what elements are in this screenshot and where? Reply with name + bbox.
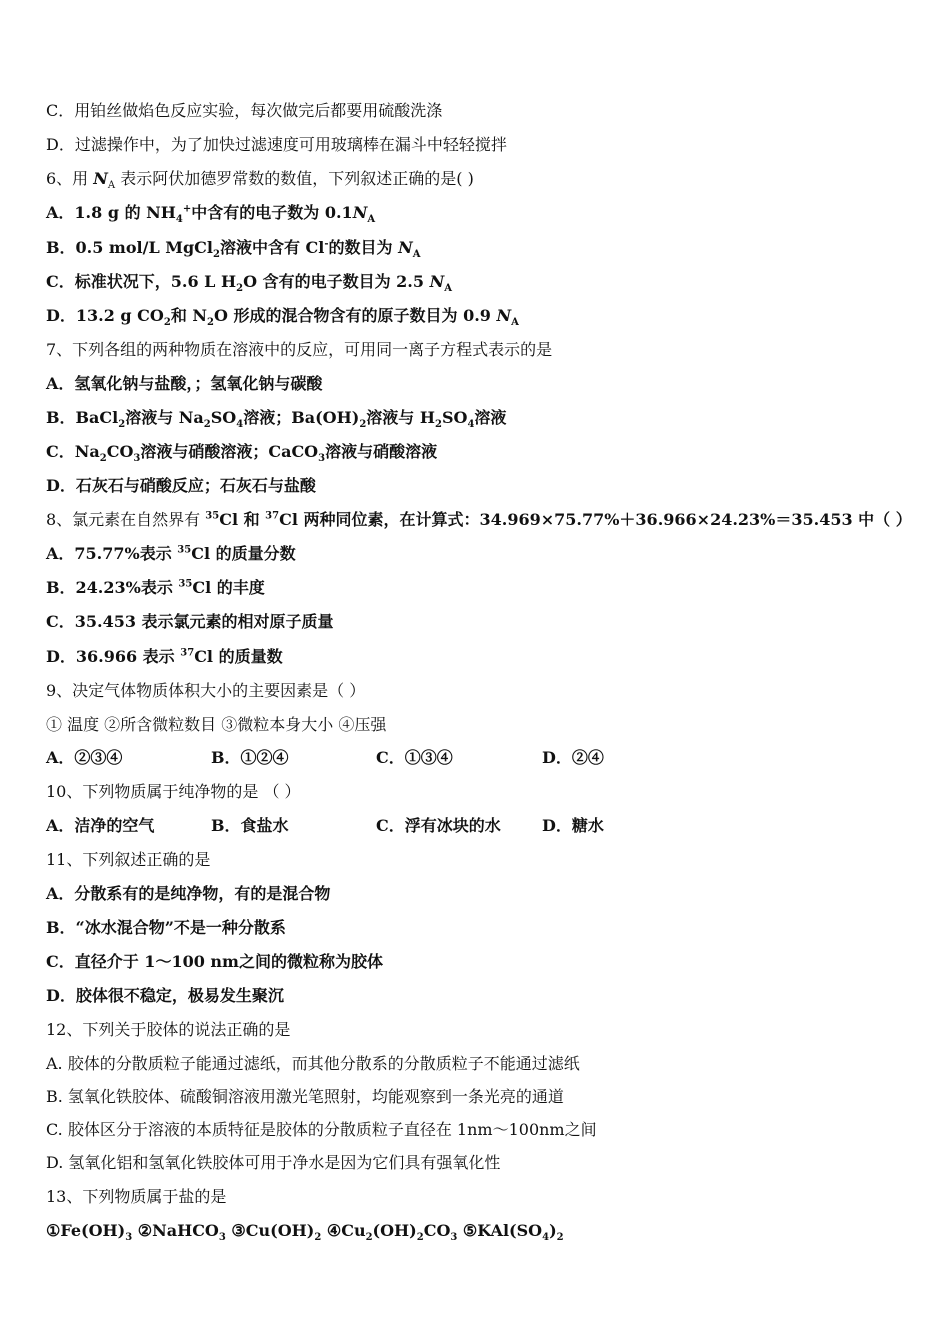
text: C．用铂丝做焰色反应实验，每次做完后都要用硫酸洗涤 bbox=[46, 101, 443, 120]
text: A．氢氧化钠与盐酸，；氢氧化钠与碳酸 bbox=[46, 374, 323, 393]
q8-option-b bbox=[46, 578, 265, 598]
q10-options bbox=[46, 816, 604, 836]
q10-option-c: C．浮有冰块的水 bbox=[376, 816, 501, 835]
subscript: 2 bbox=[163, 317, 171, 329]
text: ① 温度 ②所含微粒数目 ③微粒本身大小 ④压强 bbox=[46, 715, 387, 734]
na-symbol: N bbox=[352, 203, 368, 222]
text: 7、下列各组的两种物质在溶液中的反应，可用同一离子方程式表示的是 bbox=[46, 340, 553, 359]
text: D．36.966 表示 bbox=[46, 647, 181, 666]
text: Cl 两种同位素，在计算式：34.969×75.77%＋36.966×24.23%＝35.453 中（ ） bbox=[279, 510, 912, 529]
mass-number: 37 bbox=[180, 647, 195, 659]
text: B. 氢氧化铁胶体、硫酸铜溶液用激光笔照射，均能观察到一条光亮的通道 bbox=[46, 1087, 564, 1106]
text: 的数目为 bbox=[328, 238, 399, 257]
text: ⑤KAl(SO bbox=[457, 1221, 543, 1240]
mass-number: 35 bbox=[177, 544, 192, 556]
q11-option-d bbox=[46, 986, 284, 1006]
q6-option-b bbox=[46, 238, 421, 261]
text: A. 胶体的分散质粒子能通过滤纸，而其他分散系的分散质粒子不能通过滤纸 bbox=[46, 1054, 580, 1073]
text: SO bbox=[441, 408, 468, 427]
q9-option-a: A．②③④ bbox=[46, 748, 123, 767]
subscript: 2 bbox=[213, 249, 220, 261]
subscript: 4 bbox=[175, 214, 183, 226]
q7-option-b bbox=[46, 408, 507, 431]
text: 溶液 bbox=[474, 408, 507, 427]
text: 中含有的电子数为 0.1 bbox=[191, 203, 353, 222]
text: 表示阿伏加德罗常数的数值，下列叙述正确的是( ) bbox=[120, 169, 474, 188]
text: A．分散系有的是纯净物，有的是混合物 bbox=[46, 884, 331, 903]
question-8 bbox=[46, 510, 912, 530]
question-6 bbox=[46, 169, 474, 192]
subscript: 2 bbox=[359, 419, 367, 431]
q10-option-d: D．糖水 bbox=[542, 816, 604, 835]
text: Cl 的丰度 bbox=[192, 578, 265, 597]
text: 溶液与 H bbox=[366, 408, 435, 427]
subscript: 2 bbox=[365, 1232, 373, 1244]
text: 和 N bbox=[170, 306, 208, 325]
question-10 bbox=[46, 782, 301, 802]
subscript: 2 bbox=[236, 283, 244, 295]
text: Cl 的质量数 bbox=[194, 647, 283, 666]
mass-number: 35 bbox=[178, 578, 193, 590]
subscript: 2 bbox=[416, 1232, 424, 1244]
mass-number: 37 bbox=[265, 510, 280, 522]
q10-option-a: A．洁净的空气 bbox=[46, 816, 155, 835]
q6-option-a bbox=[46, 203, 376, 226]
subscript: 3 bbox=[125, 1232, 133, 1244]
text: D．石灰石与硝酸反应；石灰石与盐酸 bbox=[46, 476, 316, 495]
q11-option-b bbox=[46, 918, 286, 938]
text: ④Cu bbox=[321, 1221, 366, 1240]
text: 溶液；Ba(OH) bbox=[243, 408, 360, 427]
text: B．24.23%表示 bbox=[46, 578, 179, 597]
q7-option-c bbox=[46, 442, 438, 465]
q10-option-b: B．食盐水 bbox=[211, 816, 289, 835]
text: 9、决定气体物质体积大小的主要因素是（ ） bbox=[46, 681, 366, 700]
text: ②NaHCO bbox=[132, 1221, 219, 1240]
question-11 bbox=[46, 850, 210, 870]
superscript: + bbox=[182, 203, 192, 215]
subscript: 2 bbox=[556, 1232, 564, 1244]
question-7 bbox=[46, 340, 552, 360]
na-symbol: N bbox=[398, 238, 413, 257]
question-9 bbox=[46, 681, 365, 701]
text: CO bbox=[106, 442, 134, 461]
subscript: 3 bbox=[318, 453, 326, 465]
text: 11、下列叙述正确的是 bbox=[46, 850, 211, 869]
subscript: 2 bbox=[118, 419, 126, 431]
text: B．BaCl bbox=[46, 408, 119, 427]
subscript: 3 bbox=[450, 1232, 458, 1244]
subscript: 2 bbox=[203, 419, 211, 431]
text: 溶液中含有 Cl bbox=[219, 238, 325, 257]
q9-options bbox=[46, 748, 604, 768]
subscript: A bbox=[107, 180, 116, 192]
text: D．胶体很不稳定，极易发生聚沉 bbox=[46, 986, 284, 1005]
subscript: 2 bbox=[434, 419, 442, 431]
text: 13、下列物质属于盐的是 bbox=[46, 1187, 227, 1206]
text: SO bbox=[210, 408, 237, 427]
text: C．直径介于 1～100 nm之间的微粒称为胶体 bbox=[46, 952, 383, 971]
q9-option-b: B．①②④ bbox=[211, 748, 289, 767]
text: ①Fe(OH) bbox=[46, 1221, 126, 1240]
text: 溶液与 Na bbox=[125, 408, 204, 427]
text: D．13.2 g CO bbox=[46, 306, 164, 325]
subscript: 4 bbox=[467, 419, 475, 431]
q6-option-d bbox=[46, 306, 519, 329]
text: C．Na bbox=[46, 442, 100, 461]
text: 6、用 bbox=[46, 169, 94, 188]
text: ③Cu(OH) bbox=[225, 1221, 315, 1240]
q7-option-d bbox=[46, 476, 316, 496]
text: 溶液与硝酸溶液；CaCO bbox=[140, 442, 319, 461]
subscript: 2 bbox=[99, 453, 107, 465]
subscript: A bbox=[511, 317, 519, 329]
q9-option-d: D．②④ bbox=[542, 748, 604, 767]
q13-items bbox=[46, 1221, 564, 1244]
text: O 形成的混合物含有的原子数目为 0.9 bbox=[214, 306, 497, 325]
option-c-prev bbox=[46, 101, 442, 121]
na-symbol: N bbox=[496, 306, 512, 325]
q9-option-c: C．①③④ bbox=[376, 748, 453, 767]
text: B．“冰水混合物”不是一种分散系 bbox=[46, 918, 286, 937]
text: (OH) bbox=[372, 1221, 417, 1240]
subscript: 3 bbox=[133, 453, 141, 465]
text: ) bbox=[549, 1221, 557, 1240]
subscript: 4 bbox=[542, 1232, 550, 1244]
question-12 bbox=[46, 1020, 290, 1040]
text: C．35.453 表示氯元素的相对原子质量 bbox=[46, 612, 334, 631]
text: 8、氯元素在自然界有 bbox=[46, 510, 206, 529]
q12-option-d bbox=[46, 1153, 500, 1173]
text: D．过滤操作中，为了加快过滤速度可用玻璃棒在漏斗中轻轻搅拌 bbox=[46, 135, 507, 154]
subscript: A bbox=[367, 214, 376, 226]
q12-option-a bbox=[46, 1054, 580, 1074]
subscript: 4 bbox=[236, 419, 244, 431]
option-d-prev bbox=[46, 135, 507, 155]
subscript: 2 bbox=[314, 1232, 322, 1244]
question-13 bbox=[46, 1187, 226, 1207]
text: C．标准状况下，5.6 L H bbox=[46, 272, 237, 291]
subscript: A bbox=[444, 283, 452, 295]
subscript: 3 bbox=[218, 1232, 226, 1244]
q9-items bbox=[46, 715, 386, 735]
na-symbol: N bbox=[429, 272, 445, 291]
text: CO bbox=[423, 1221, 451, 1240]
text: Cl 的质量分数 bbox=[191, 544, 296, 563]
mass-number: 35 bbox=[205, 510, 220, 522]
q12-option-c bbox=[46, 1120, 597, 1140]
text: 10、下列物质属于纯净物的是 （ ） bbox=[46, 782, 301, 801]
text: A．1.8 g 的 NH bbox=[46, 203, 176, 222]
superscript: - bbox=[324, 238, 329, 250]
q8-option-d bbox=[46, 647, 283, 667]
q8-option-a bbox=[46, 544, 296, 564]
na-symbol: N bbox=[93, 169, 108, 188]
q12-option-b bbox=[46, 1087, 564, 1107]
text: B．0.5 mol/L MgCl bbox=[46, 238, 213, 257]
subscript: 2 bbox=[207, 317, 214, 329]
q6-option-c bbox=[46, 272, 452, 295]
text: C. 胶体区分于溶液的本质特征是胶体的分散质粒子直径在 1nm～100nm之间 bbox=[46, 1120, 597, 1139]
q7-option-a bbox=[46, 374, 322, 394]
q11-option-a bbox=[46, 884, 330, 904]
q8-option-c bbox=[46, 612, 334, 632]
text: 溶液与硝酸溶液 bbox=[325, 442, 438, 461]
q11-option-c bbox=[46, 952, 383, 972]
text: D. 氢氧化铝和氢氧化铁胶体可用于净水是因为它们具有强氧化性 bbox=[46, 1153, 501, 1172]
text: A．75.77%表示 bbox=[46, 544, 178, 563]
text: 12、下列关于胶体的说法正确的是 bbox=[46, 1020, 291, 1039]
text: O 含有的电子数目为 2.5 bbox=[243, 272, 430, 291]
subscript: A bbox=[412, 249, 421, 261]
text: Cl 和 bbox=[219, 510, 266, 529]
